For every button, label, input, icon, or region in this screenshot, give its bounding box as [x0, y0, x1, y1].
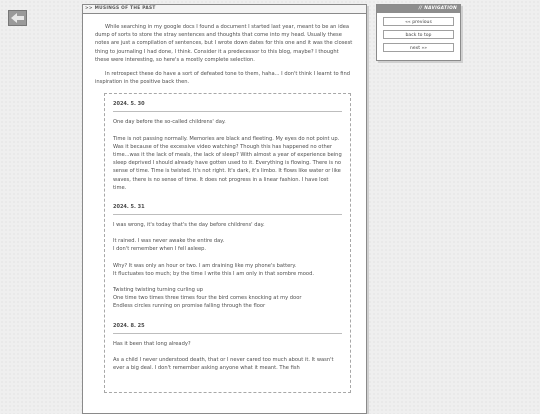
- entry-date: 2024. 5. 30: [113, 97, 342, 112]
- entry-paragraph: One day before the so-called childrens' day.: [113, 119, 226, 126]
- entry-paragraph: Why? It was only an hour or two. I am draining like my phone's battery. It fluctuates too much; by the time I write this I am only in that sombre mood.: [113, 262, 314, 277]
- entry-paragraph: I was wrong, it's today that's the day before childrens' day.: [113, 222, 265, 229]
- entry-paragraph: Time is not passing normally. Memories are black and fleeting. My eyes do not point up. Was it because of the excessive video watching? Though this has happened no other time...was it the lack of meals, the lack of sleep? With almost a year of experience being sleep deprived I should already have gotten used to it. Everything is flowing. There is no sense of time. Time is twisted. It's not right. It's dark, it's limbo. It flows like water or like waves, there is no sense of time. It does not progress in a linear fashion. I have lost time.: [113, 135, 342, 191]
- journal-entry: [113, 319, 342, 373]
- entry-date: 2024. 5. 31: [113, 200, 342, 215]
- post-content: [83, 14, 366, 393]
- journal-entry: [113, 200, 342, 311]
- previous-button[interactable]: «« previous: [383, 17, 454, 26]
- intro: [95, 23, 354, 86]
- intro-paragraph: While searching in my google docs I found a document I started last year, meant to be an idea dump of sorts to store the stray sentences and thoughts that come into my head. Usually these notes are just a compilation of sentences, but I wrote down dates for this one and it was the closest thing to journaling I had done, I think. Consider it a predecessor to this blog, maybe? I thought these were interesting, so here's a mostly complete selection.: [95, 24, 353, 63]
- navigation-title: // NAVIGATION: [377, 5, 460, 13]
- journal-entry: [113, 97, 342, 192]
- window-title: >> MUSINGS OF THE PAST: [83, 5, 366, 14]
- arrow-left-icon: [11, 13, 24, 23]
- back-button[interactable]: [8, 10, 27, 26]
- back-to-top-button[interactable]: back to top: [383, 30, 454, 39]
- entry-paragraph: Has it been that long already?: [113, 340, 191, 347]
- entry-paragraph: It rained. I was never awake the entire day. I don't remember when I fell asleep.: [113, 238, 225, 253]
- intro-paragraph: In retrospect these do have a sort of defeated tone to them, haha... I don't think I learnt to find inspiration in the positive back then.: [95, 71, 350, 86]
- navigation-panel: [376, 4, 461, 61]
- next-button[interactable]: next »»: [383, 43, 454, 52]
- journal-box: [104, 93, 351, 393]
- entry-paragraph: As a child I never understood death, that or I never cared too much about it. It wasn't ever a big deal. I don't remember asking anyone what it meant. The fish: [113, 356, 334, 372]
- entry-date: 2024. 8. 25: [113, 319, 342, 334]
- main-window: [82, 4, 367, 414]
- entry-paragraph: Twisting twisting turning curling up One time two times three times four the bird comes knocking at my door Endless circles running on promise falling through the floor: [113, 287, 302, 310]
